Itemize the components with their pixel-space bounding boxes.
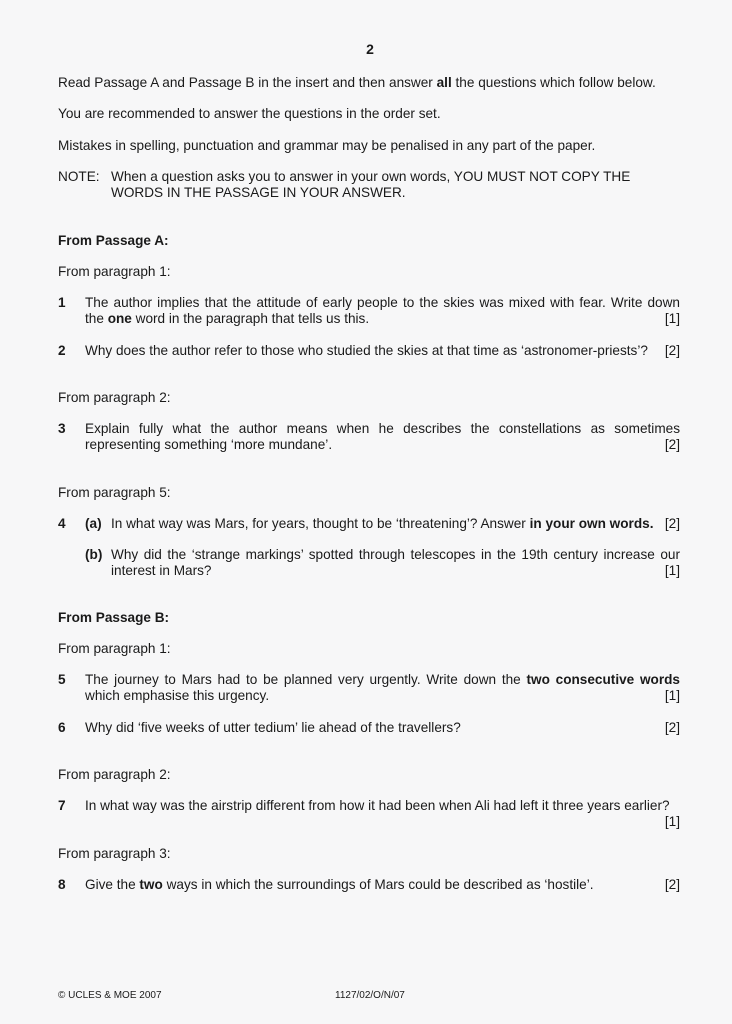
question-number: 6	[58, 720, 66, 735]
footer-copyright: © UCLES & MOE 2007	[58, 990, 162, 1001]
passage-b-paragraph-1-label: From paragraph 1:	[58, 641, 171, 656]
question-text: In what way was the airstrip different from how it had been when Ali had left it three years earlier?	[85, 798, 670, 813]
passage-a-heading: From Passage A:	[58, 233, 169, 248]
question-number: 5	[58, 672, 66, 687]
question-mark: [2]	[664, 343, 680, 358]
question-text: Why does the author refer to those who studied the skies at that time as ‘astronomer-priests’?	[85, 343, 648, 358]
question-mark: [2]	[664, 516, 680, 531]
passage-a-paragraph-1-label: From paragraph 1:	[58, 264, 171, 279]
subquestion-label: (a)	[85, 516, 102, 531]
instruction-read-passages: Read Passage A and Passage B in the insert and then answer all the questions which follow below.	[58, 75, 656, 90]
question-number: 7	[58, 798, 66, 813]
passage-a-paragraph-2-label: From paragraph 2:	[58, 390, 171, 405]
question-text: Explain fully what the author means when he describes the constellations as sometimes representing something ‘more mundane’.	[85, 421, 680, 452]
footer-paper-code: 1127/02/O/N/07	[335, 990, 405, 1001]
note-label: NOTE:	[58, 169, 100, 184]
subquestion-text: In what way was Mars, for years, thought to be ‘threatening’? Answer in your own words.	[111, 516, 654, 531]
question-number: 3	[58, 421, 66, 436]
question-mark: [2]	[664, 437, 680, 452]
passage-b-paragraph-3-label: From paragraph 3:	[58, 846, 171, 861]
question-text: The journey to Mars had to be planned very urgently. Write down the two consecutive words which emphasise this urgency.	[85, 672, 680, 703]
subquestion-label: (b)	[85, 547, 103, 562]
question-mark: [1]	[664, 814, 680, 829]
instruction-order: You are recommended to answer the questions in the order set.	[58, 106, 441, 121]
question-mark: [2]	[664, 877, 680, 892]
question-number: 4	[58, 516, 66, 531]
subquestion-text: Why did the ‘strange markings’ spotted through telescopes in the 19th century increase our interest in Mars?	[111, 547, 680, 578]
question-number: 8	[58, 877, 66, 892]
question-mark: [1]	[664, 688, 680, 703]
question-mark: [2]	[664, 720, 680, 735]
passage-b-heading: From Passage B:	[58, 610, 170, 625]
question-number: 2	[58, 343, 66, 358]
question-mark: [1]	[664, 563, 680, 578]
question-text: Give the two ways in which the surroundings of Mars could be described as ‘hostile’.	[85, 877, 594, 892]
question-number: 1	[58, 295, 66, 310]
passage-a-paragraph-5-label: From paragraph 5:	[58, 485, 171, 500]
question-text: The author implies that the attitude of early people to the skies was mixed with fear. Write down the one word in the paragraph that tells us this.	[85, 295, 680, 326]
question-mark: [1]	[664, 311, 680, 326]
question-text: Why did ‘five weeks of utter tedium’ lie ahead of the travellers?	[85, 720, 461, 735]
page-number: 2	[366, 41, 374, 57]
note-line-2: WORDS IN THE PASSAGE IN YOUR ANSWER.	[111, 185, 406, 200]
instruction-spelling: Mistakes in spelling, punctuation and grammar may be penalised in any part of the paper.	[58, 138, 596, 153]
passage-b-paragraph-2-label: From paragraph 2:	[58, 767, 171, 782]
note-line-1: When a question asks you to answer in your own words, YOU MUST NOT COPY THE	[111, 169, 631, 184]
